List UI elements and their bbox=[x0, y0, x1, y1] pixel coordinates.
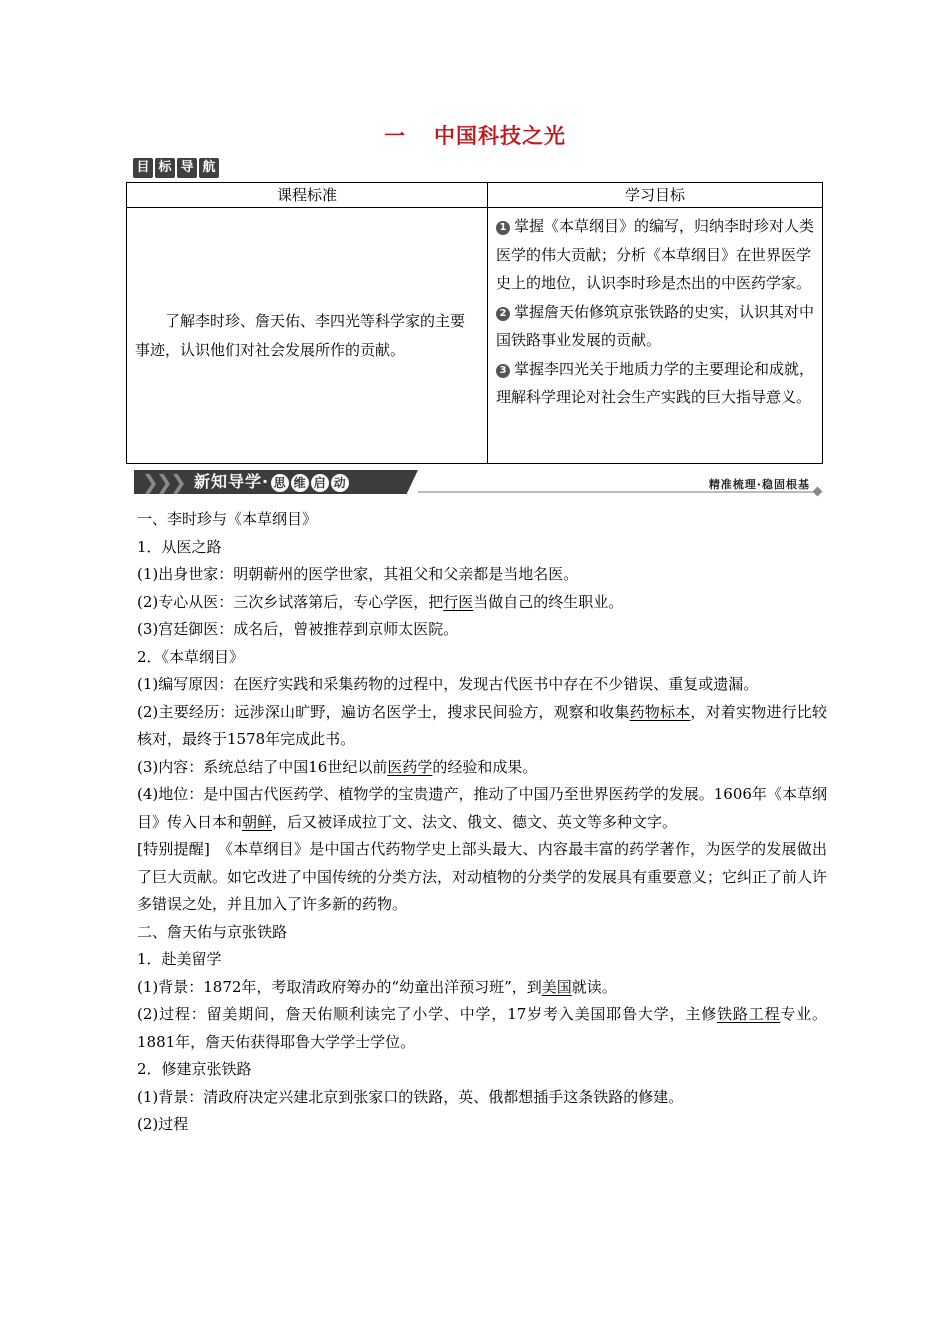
nav-badge-char: 航 bbox=[199, 158, 219, 178]
text-run: (2)过程：留美期间，詹天佑顺利读完了小学、中学，17岁考入美国耶鲁大学，主修 bbox=[137, 1005, 718, 1023]
nav-badge-char: 导 bbox=[177, 158, 197, 178]
paragraph: (2)过程 bbox=[137, 1115, 189, 1133]
text-run: (4)地位：是中国古代医药学、植物学的宝贵遗产，推动了中国乃至世界医药学的发展。1606年《本草纲目》传入日本和 bbox=[137, 785, 827, 831]
chevron-right-icon: ❯ bbox=[156, 470, 173, 494]
text-run: (2)专心从医：三次乡试落第后，专心学医，把 bbox=[137, 592, 444, 611]
underlined-keyword: 药物标本 bbox=[629, 702, 691, 721]
underlined-keyword: 铁路工程 bbox=[717, 1005, 781, 1023]
number-circle-icon: 3 bbox=[496, 364, 510, 378]
paragraph bbox=[137, 589, 827, 617]
underlined-keyword: 朝鲜 bbox=[242, 812, 273, 831]
text-run: (1)背景：1872年，考取清政府筹办的“幼童出洋预习班”，到 bbox=[137, 977, 542, 996]
banner-bubble: 启 bbox=[311, 474, 329, 492]
paragraph: (3)宫廷御医：成名后，曾被推荐到京师太医院。 bbox=[137, 620, 459, 638]
subsection-heading: 2．修建京张铁路 bbox=[137, 1060, 252, 1078]
section-heading: 一、李时珍与《本草纲目》 bbox=[137, 510, 318, 528]
underlined-keyword: 美国 bbox=[541, 977, 572, 996]
goal-item bbox=[496, 298, 814, 355]
chevron-right-icon: ❯ bbox=[170, 470, 187, 494]
text-run: 的经验和成果。 bbox=[432, 757, 538, 776]
text-run: ，后又被译成拉丁文、法文、俄文、德文、英文等多种文字。 bbox=[272, 812, 678, 831]
section-heading: 二、詹天佑与京张铁路 bbox=[137, 922, 288, 941]
number-circle-icon: 1 bbox=[496, 221, 510, 235]
paragraph bbox=[137, 974, 827, 1002]
paragraph: (1)编写原因：在医疗实践和采集药物的过程中，发现古代医书中存在不少错误、重复或遗漏。 bbox=[137, 675, 759, 693]
subsection-heading: 2．《本草纲目》 bbox=[137, 647, 245, 666]
section-banner bbox=[134, 468, 824, 498]
lesson-number: 一 bbox=[384, 123, 406, 148]
diamond-icon bbox=[813, 487, 823, 497]
banner-subtitle: 精准梳理·稳固根基 bbox=[708, 478, 810, 491]
goal-item bbox=[496, 212, 814, 298]
banner-title-main: 新知导学 bbox=[194, 472, 263, 491]
paragraph bbox=[137, 781, 827, 836]
text-run: (2)主要经历：远涉深山旷野，遍访名医学士，搜求民间验方，观察和收集 bbox=[137, 702, 630, 721]
page-title bbox=[0, 120, 950, 150]
learning-goals-cell bbox=[488, 208, 823, 464]
underlined-keyword: 行医 bbox=[443, 592, 474, 611]
nav-badge-char: 标 bbox=[155, 158, 175, 178]
text-run: (3)内容：系统总结了中国16世纪以前 bbox=[137, 757, 388, 776]
lesson-title: 中国科技之光 bbox=[434, 123, 566, 148]
header-learning-goals: 学习目标 bbox=[488, 183, 823, 208]
underlined-keyword: 医药学 bbox=[387, 757, 433, 776]
goal-text: 掌握李四光关于地质力学的主要理论和成就，理解科学理论对社会生产实践的巨大指导意义。 bbox=[496, 359, 815, 406]
paragraph: (1)出身世家：明朝蕲州的医学世家，其祖父和父亲都是当地名医。 bbox=[137, 565, 579, 583]
paragraph bbox=[137, 1001, 827, 1056]
chevron-right-icon: ❯ bbox=[142, 470, 159, 494]
subsection-heading: 1．赴美留学 bbox=[137, 950, 222, 968]
banner-title bbox=[194, 470, 349, 494]
standards-table bbox=[126, 182, 823, 464]
text-run: 专业。1881年，詹天佑获得耶鲁大学学士学位。 bbox=[137, 1005, 827, 1051]
goal-item bbox=[496, 355, 814, 412]
banner-bubble: 维 bbox=[291, 474, 309, 492]
text-run: ，对着实物进行比较核对，最终于1578年完成此书。 bbox=[137, 702, 827, 748]
subsection-heading: 1．从医之路 bbox=[137, 537, 222, 556]
nav-badge-char: 目 bbox=[133, 158, 153, 178]
header-course-standard: 课程标准 bbox=[127, 183, 488, 208]
number-circle-icon: 2 bbox=[496, 307, 510, 321]
text-run: 当做自己的终生职业。 bbox=[473, 592, 624, 611]
paragraph bbox=[137, 754, 827, 782]
text-run: 就读。 bbox=[571, 977, 617, 996]
course-standard-text: 了解李时珍、詹天佑、李四光等科学家的主要事迹，认识他们对社会发展所作的贡献。 bbox=[135, 311, 466, 359]
banner-dot: · bbox=[262, 472, 270, 491]
course-standard-cell bbox=[127, 208, 488, 464]
banner-bubble: 思 bbox=[271, 474, 289, 492]
special-reminder: [特别提醒] 《本草纲目》是中国古代药物学史上部头最大、内容最丰富的药学著作，为医学的发展做出了巨大贡献。如它改进了中国传统的分类方法，对动植物的分类学的发展具有重要意义；它纠正了前人许多错误之处，并且加入了许多新的药物。 bbox=[137, 840, 828, 913]
paragraph bbox=[137, 699, 827, 754]
goal-text: 掌握《本草纲目》的编写，归纳李时珍对人类医学的伟大贡献；分析《本草纲目》在世界医学史上的地位，认识李时珍是杰出的中医药学家。 bbox=[496, 217, 815, 292]
goal-text: 掌握詹天佑修筑京张铁路的史实，认识其对中国铁路事业发展的贡献。 bbox=[496, 302, 815, 349]
banner-bubble: 动 bbox=[331, 474, 349, 492]
lesson-content bbox=[137, 506, 827, 1139]
paragraph: (1)背景：清政府决定兴建北京到张家口的铁路，英、俄都想插手这条铁路的修建。 bbox=[137, 1087, 684, 1106]
nav-badge bbox=[133, 158, 219, 178]
